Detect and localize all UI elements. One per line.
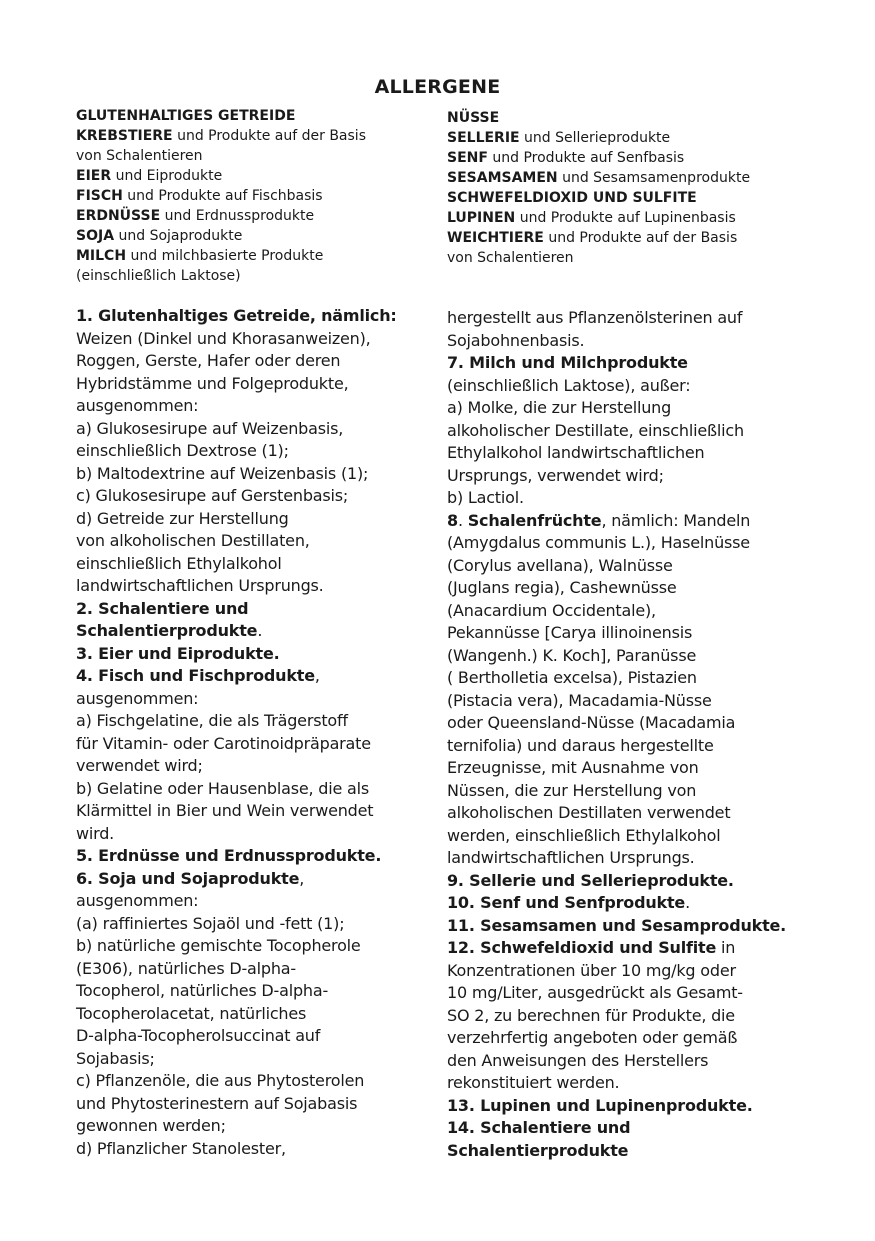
text-line [76, 1048, 436, 1071]
text: (E306), natürliches D-alpha- [76, 958, 296, 978]
text-line [447, 645, 817, 668]
text: und Phytosterinestern auf Sojabasis [76, 1093, 358, 1113]
text: (Amygdalus communis L.), Haselnüsse [447, 533, 750, 552]
text-line [76, 823, 436, 846]
bold-text: SENF [447, 150, 488, 166]
text-line [76, 913, 436, 936]
text-line [76, 186, 431, 206]
text-line [447, 937, 817, 960]
text-line [447, 780, 817, 803]
text: ausgenommen: [76, 396, 199, 415]
text-line [447, 892, 817, 915]
text: hergestellt aus Pflanzenölsterinen auf [447, 308, 743, 327]
text-line [76, 418, 436, 441]
text: alkoholischen Destillaten verwendet [447, 803, 731, 822]
allergen-details-right [447, 307, 817, 1162]
text: (Corylus avellana), Walnüsse [447, 555, 673, 575]
text-line [447, 397, 817, 420]
text: und Sesamsamenprodukte [557, 170, 751, 186]
bold-text: Schalenfrüchte [467, 510, 602, 530]
text-line [76, 1070, 436, 1093]
text-line [447, 600, 817, 623]
text: . [457, 510, 468, 530]
text: und Produkte auf der Basis [172, 128, 366, 144]
text: Erzeugnisse, mit Ausnahme von [447, 758, 699, 777]
text-line [447, 208, 817, 228]
text-line [447, 330, 817, 353]
text-line [76, 440, 436, 463]
text: und Erdnussprodukte [160, 208, 315, 224]
text: einschließlich Dextrose (1); [76, 441, 289, 460]
text: Konzentrationen über 10 mg/kg oder [447, 960, 736, 980]
text: und Produkte auf der Basis [543, 230, 738, 246]
text-line [447, 690, 817, 713]
text-line [447, 712, 817, 735]
text: b) Maltodextrine auf Weizenbasis (1); [76, 463, 369, 483]
text: und Sojaprodukte [114, 228, 243, 244]
text: in [716, 938, 736, 957]
text: (Wangenh.) K. Koch], Paranüsse [447, 645, 697, 665]
text-line [76, 373, 436, 396]
bold-text: EIER [76, 168, 112, 184]
text-line [76, 598, 436, 621]
bold-text: Schalentierprodukte [447, 1140, 629, 1160]
text-line [76, 553, 436, 576]
text: rekonstituiert werden. [447, 1073, 620, 1092]
text-line [447, 442, 817, 465]
text-line [447, 825, 817, 848]
text-line [447, 375, 817, 398]
bold-text: ERDNÜSSE [76, 208, 161, 224]
allergen-summary-left [76, 106, 431, 286]
bold-text: 7. Milch und Milchprodukte [447, 353, 688, 372]
text-line [76, 980, 436, 1003]
bold-text: 12. Schwefeldioxid und Sulfite [447, 938, 717, 957]
text-line [76, 266, 431, 286]
text: landwirtschaftlichen Ursprungs. [447, 848, 695, 867]
text: einschließlich Ethylalkohol [76, 553, 282, 573]
text-line [76, 1025, 436, 1048]
text-line [76, 643, 436, 666]
text-line [447, 1050, 817, 1073]
text-line [76, 890, 436, 913]
text-line [447, 1095, 817, 1118]
text-line [76, 485, 436, 508]
text-line [76, 688, 436, 711]
text-line [76, 206, 431, 226]
text-line [76, 1003, 436, 1026]
text: ( Bertholletia excelsa), Pistazien [447, 668, 697, 687]
text: d) Pflanzlicher Stanolester, [76, 1138, 286, 1158]
text-line [76, 575, 436, 598]
bold-text: NÜSSE [447, 110, 500, 126]
text: verwendet wird; [76, 756, 203, 775]
text-line [76, 1115, 436, 1138]
text-line [447, 248, 817, 268]
allergen-details-left [76, 305, 436, 1160]
bold-text: KREBSTIERE [76, 128, 173, 144]
bold-text: 1. Glutenhaltiges Getreide, nämlich: [76, 306, 397, 325]
text-line [447, 757, 817, 780]
text-line [447, 228, 817, 248]
text-line [447, 915, 817, 938]
text-line [76, 246, 431, 266]
bold-text: 11. Sesamsamen und Sesamprodukte. [447, 915, 787, 935]
text: c) Glukosesirupe auf Gerstenbasis; [76, 486, 349, 505]
text: . [257, 621, 263, 640]
bold-text: SELLERIE [447, 130, 520, 146]
bold-text: SOJA [76, 228, 115, 244]
text-line [76, 166, 431, 186]
text: landwirtschaftlichen Ursprungs. [76, 576, 324, 595]
text: D-alpha-Tocopherolsuccinat auf [76, 1026, 321, 1045]
text: ternifolia) und daraus hergestellte [447, 735, 714, 755]
bold-text: 3. Eier und Eiprodukte. [76, 643, 280, 663]
text-line [447, 108, 817, 128]
text-line [447, 487, 817, 510]
text-line [447, 465, 817, 488]
text: von Schalentieren [76, 148, 203, 164]
bold-text: WEICHTIERE [447, 230, 544, 246]
bold-text: 6. Soja und Sojaprodukte [76, 868, 300, 888]
text-line [447, 870, 817, 893]
text: b) natürliche gemischte Tocopherole [76, 936, 361, 955]
text-line [447, 420, 817, 443]
text: a) Fischgelatine, die als Trägerstoff [76, 711, 348, 730]
text-line [76, 226, 431, 246]
text: und milchbasierte Produkte [126, 248, 324, 264]
text-line [76, 868, 436, 891]
text: Nüssen, die zur Herstellung von [447, 780, 697, 800]
text: den Anweisungen des Herstellers [447, 1050, 709, 1070]
text: ausgenommen: [76, 891, 199, 910]
text: , [299, 868, 305, 888]
text-line [76, 328, 436, 351]
text-line [447, 352, 817, 375]
allergen-summary-right [447, 108, 817, 268]
text: von alkoholischen Destillaten, [76, 531, 310, 550]
text-line [76, 958, 436, 981]
bold-text: 2. Schalentiere und [76, 598, 249, 618]
text-line [447, 188, 817, 208]
text-line [447, 307, 817, 330]
text-line [447, 622, 817, 645]
text-line [447, 847, 817, 870]
text-line [76, 146, 431, 166]
bold-text: 13. Lupinen und Lupinenprodukte. [447, 1095, 753, 1115]
text: und Produkte auf Fischbasis [122, 188, 323, 204]
bold-text: LUPINEN [447, 210, 516, 226]
text-line [447, 982, 817, 1005]
text: SO 2, zu berechnen für Produkte, die [447, 1005, 735, 1025]
text-line [76, 755, 436, 778]
text: 10 mg/Liter, ausgedrückt als Gesamt- [447, 983, 743, 1002]
text: wird. [76, 823, 115, 843]
text-line [76, 665, 436, 688]
text-line [447, 577, 817, 600]
text: Sojabasis; [76, 1048, 155, 1068]
text-line [76, 1093, 436, 1116]
text: Tocopherolacetat, natürliches [76, 1003, 307, 1023]
bold-text: 14. Schalentiere und [447, 1118, 631, 1137]
text: Pekannüsse [Carya illinoinensis [447, 623, 693, 642]
text: Ursprungs, verwendet wird; [447, 465, 664, 485]
text: (Juglans regia), Cashewnüsse [447, 578, 677, 597]
text-line [447, 510, 817, 533]
text: und Produkte auf Senfbasis [487, 150, 685, 166]
text-line [76, 778, 436, 801]
text: (a) raffiniertes Sojaöl und -fett (1); [76, 913, 345, 933]
text-line [76, 845, 436, 868]
text: Klärmittel in Bier und Wein verwendet [76, 801, 374, 820]
text-line [76, 710, 436, 733]
text: gewonnen werden; [76, 1116, 226, 1135]
text-line [447, 532, 817, 555]
text: Sojabohnenbasis. [447, 330, 585, 350]
text-line [447, 802, 817, 825]
text: b) Lactiol. [447, 488, 524, 507]
text-line [76, 1138, 436, 1161]
text: ausgenommen: [76, 688, 199, 708]
text-line [76, 800, 436, 823]
bold-text: GLUTENHALTIGES GETREIDE [76, 108, 296, 124]
text: Hybridstämme und Folgeprodukte, [76, 373, 349, 393]
bold-text: 8 [447, 510, 458, 530]
text-line [76, 106, 431, 126]
text: oder Queensland-Nüsse (Macadamia [447, 713, 736, 732]
text-line [76, 395, 436, 418]
text-line [447, 1117, 817, 1140]
bold-text: FISCH [76, 188, 123, 204]
text: . [685, 893, 690, 912]
text-line [76, 126, 431, 146]
text: c) Pflanzenöle, die aus Phytosterolen [76, 1071, 365, 1090]
text-line [447, 148, 817, 168]
text: , [314, 666, 320, 685]
text: Ethylalkohol landwirtschaftlichen [447, 443, 705, 462]
text-line [447, 1072, 817, 1095]
text: und Produkte auf Lupinenbasis [515, 210, 736, 226]
bold-text: MILCH [76, 248, 127, 264]
text: Tocopherol, natürliches D-alpha- [76, 981, 329, 1000]
bold-text: SCHWEFELDIOXID UND SULFITE [447, 190, 697, 206]
text: und Sellerieprodukte [519, 130, 671, 146]
text-line [76, 620, 436, 643]
bold-text: 10. Senf und Senfprodukte [447, 893, 686, 912]
text-line [447, 1027, 817, 1050]
text: alkoholischer Destillate, einschließlich [447, 420, 744, 440]
text-line [447, 128, 817, 148]
text-line [76, 305, 436, 328]
text: a) Glukosesirupe auf Weizenbasis, [76, 418, 344, 438]
text: Weizen (Dinkel und Khorasanweizen), [76, 328, 371, 348]
text: und Eiprodukte [111, 168, 223, 184]
text-line [76, 530, 436, 553]
text-line [76, 508, 436, 531]
text: verzehrfertig angeboten oder gemäß [447, 1028, 738, 1047]
text: a) Molke, die zur Herstellung [447, 398, 672, 417]
text-line [447, 1140, 817, 1163]
text-line [76, 733, 436, 756]
text-line [76, 463, 436, 486]
text-line [447, 667, 817, 690]
text-line [447, 168, 817, 188]
text: (einschließlich Laktose), außer: [447, 375, 691, 395]
text: von Schalentieren [447, 250, 574, 266]
text: werden, einschließlich Ethylalkohol [447, 825, 721, 845]
text: d) Getreide zur Herstellung [76, 508, 289, 528]
bold-text: 5. Erdnüsse und Erdnussprodukte. [76, 846, 382, 865]
text: , nämlich: Mandeln [601, 510, 751, 530]
text-line [447, 555, 817, 578]
bold-text: Schalentierprodukte [76, 621, 258, 640]
text: (Pistacia vera), Macadamia-Nüsse [447, 690, 712, 710]
text: b) Gelatine oder Hausenblase, die als [76, 778, 369, 798]
text: (einschließlich Laktose) [76, 268, 241, 284]
text: Roggen, Gerste, Hafer oder deren [76, 351, 341, 370]
text: für Vitamin- oder Carotinoidpräparate [76, 733, 371, 753]
text-line [76, 350, 436, 373]
bold-text: 4. Fisch und Fischprodukte [76, 666, 315, 685]
text: (Anacardium Occidentale), [447, 600, 656, 620]
text-line [447, 735, 817, 758]
text-line [76, 935, 436, 958]
bold-text: SESAMSAMEN [447, 170, 558, 186]
bold-text: 9. Sellerie und Sellerieprodukte. [447, 870, 734, 890]
text-line [447, 960, 817, 983]
text-line [447, 1005, 817, 1028]
page-title: ALLERGENE [374, 76, 501, 98]
